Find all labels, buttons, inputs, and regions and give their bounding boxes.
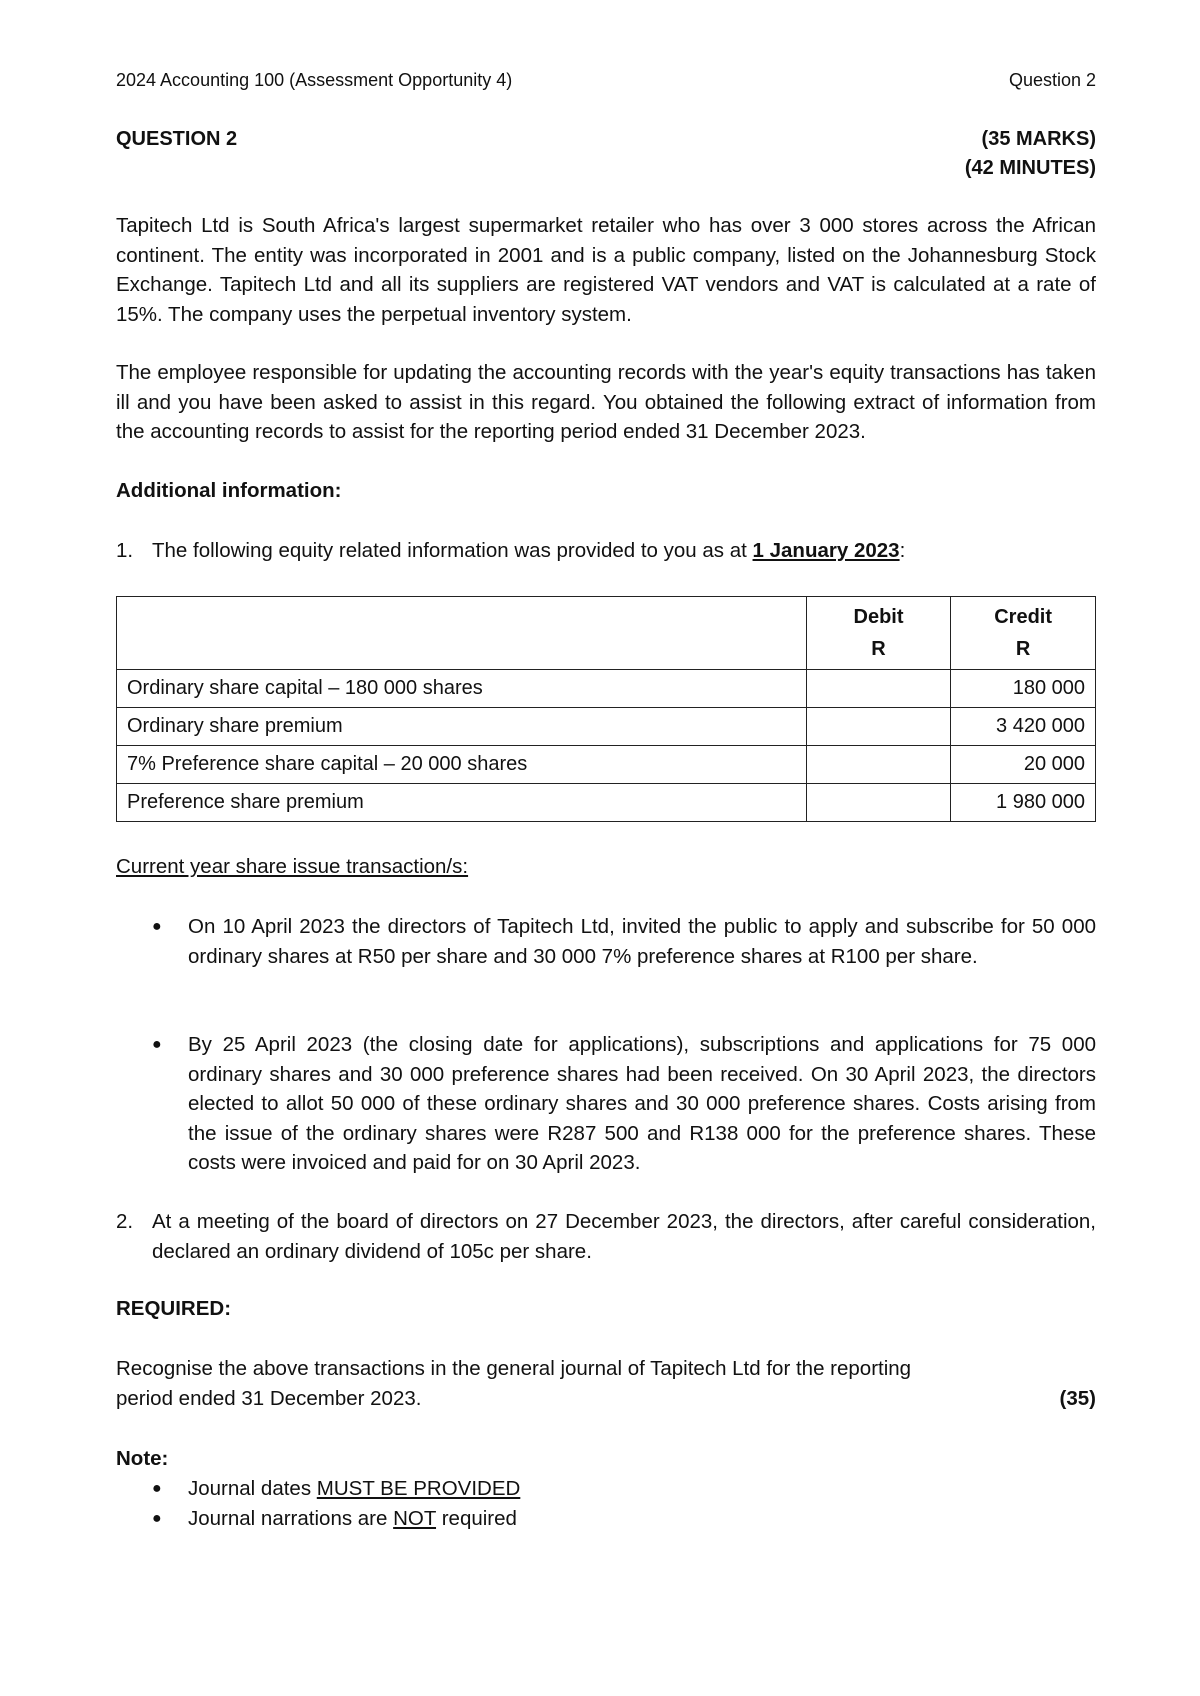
note-b1-underlined: MUST BE PROVIDED (316, 1477, 521, 1500)
bullet-text: By 25 April 2023 (the closing date for applications), subscriptions and applications for 75 000 ordinary shares and 30 000 preference shares had been received. On 30 April 2023, the directors elected to allot 50 000 of these ordinary shares and 30 000 preference shares. Costs arising from the issue of the ordinary shares were R287 500 and R138 000 for the preference shares. These costs were invoiced and paid for on 30 April 2023. (188, 1033, 1096, 1174)
note-b2-underlined: NOT (393, 1507, 437, 1530)
credit-label: Credit (994, 606, 1053, 628)
note-b2-before: Journal narrations are (188, 1507, 394, 1530)
debit-label: Debit (853, 606, 904, 628)
note-bullet-2 (152, 1504, 1096, 1534)
question-title: QUESTION 2 (116, 128, 238, 150)
table-row (117, 670, 1096, 708)
required-line-2-text: period ended 31 December 2023. (116, 1387, 422, 1410)
required-line-2 (116, 1384, 1096, 1414)
row-credit: 3 420 000 (951, 708, 1096, 746)
table-header-credit (951, 597, 1096, 670)
row-account: Ordinary share premium (117, 708, 807, 746)
item1-date: 1 January 2023 (752, 539, 900, 562)
row-debit (806, 670, 951, 708)
note-heading: Note: (116, 1447, 169, 1470)
table-row (117, 746, 1096, 784)
row-account: Ordinary share capital – 180 000 shares (117, 670, 807, 708)
row-credit: 20 000 (951, 746, 1096, 784)
bullet-dot-icon: ● (152, 1480, 162, 1497)
row-account: 7% Preference share capital – 20 000 shares (117, 746, 807, 784)
debit-currency: R (871, 638, 886, 660)
intro-paragraph-2: The employee responsible for updating the accounting records with the year's equity transactions has taken ill and you have been asked to assist in this regard. You obtained the following extract of information from the accounting records to assist for the reporting period ended 31 December 2023. (116, 361, 1096, 443)
note-b1-before: Journal dates (188, 1477, 317, 1500)
numbered-item-2 (116, 1207, 1096, 1266)
required-heading: REQUIRED: (116, 1297, 232, 1320)
row-credit: 1 980 000 (951, 784, 1096, 822)
bullet-text: On 10 April 2023 the directors of Tapitech Ltd, invited the public to apply and subscribe for 50 000 ordinary shares at R50 per share and 30 000 7% preference shares at R100 per share. (188, 915, 1096, 968)
table-row (117, 784, 1096, 822)
header-question: Question 2 (1008, 70, 1096, 90)
bullet-item-1 (152, 912, 1096, 971)
item-number: 1. (116, 539, 134, 562)
row-account: Preference share premium (117, 784, 807, 822)
item1-text-after: : (899, 539, 906, 562)
note-bullet-1 (152, 1474, 1096, 1504)
table-header-account (117, 597, 807, 670)
numbered-item-1 (116, 536, 1096, 566)
bullet-dot-icon: ● (152, 1510, 162, 1527)
bullet-dot-icon: ● (152, 1036, 162, 1053)
question-title-row (116, 125, 1096, 183)
table-header-debit (806, 597, 951, 670)
row-debit (806, 746, 951, 784)
item1-text-before: The following equity related information was provided to you as at (152, 539, 753, 562)
header-course: 2024 Accounting 100 (Assessment Opportunity 4) (116, 70, 513, 90)
row-debit (806, 708, 951, 746)
note-bullet-text (188, 1504, 1096, 1534)
note-bullet-text (188, 1474, 1096, 1504)
required-line-1: Recognise the above transactions in the general journal of Tapitech Ltd for the reporting (116, 1357, 912, 1380)
table-header-row (117, 597, 1096, 670)
note-b2-after: required (436, 1507, 517, 1530)
additional-info-heading: Additional information: (116, 479, 342, 502)
item-body: At a meeting of the board of directors on 27 December 2023, the directors, after careful consideration, declared an ordinary dividend of 105c per share. (152, 1210, 1096, 1263)
bullet-item-2 (152, 1030, 1096, 1178)
required-marks: (35) (1059, 1387, 1096, 1410)
current-year-heading: Current year share issue transaction/s: (116, 855, 469, 878)
bullet-dot-icon: ● (152, 918, 162, 935)
item-number: 2. (116, 1210, 134, 1233)
row-credit: 180 000 (951, 670, 1096, 708)
credit-currency: R (1015, 638, 1031, 660)
question-marks-block (965, 125, 1096, 183)
question-marks: (35 MARKS) (981, 128, 1096, 150)
table-row (117, 708, 1096, 746)
page-header (116, 70, 1096, 91)
row-debit (806, 784, 951, 822)
equity-balances-table (116, 596, 1096, 822)
intro-paragraph-1: Tapitech Ltd is South Africa's largest supermarket retailer who has over 3 000 stores across the African continent. The entity was incorporated in 2001 and is a public company, listed on the Johannesburg Stock Exchange. Tapitech Ltd and all its suppliers are registered VAT vendors and VAT is calculated at a rate of 15%. The company uses the perpetual inventory system. (116, 214, 1096, 326)
question-minutes: (42 MINUTES) (964, 157, 1096, 179)
item-body (152, 536, 1096, 566)
